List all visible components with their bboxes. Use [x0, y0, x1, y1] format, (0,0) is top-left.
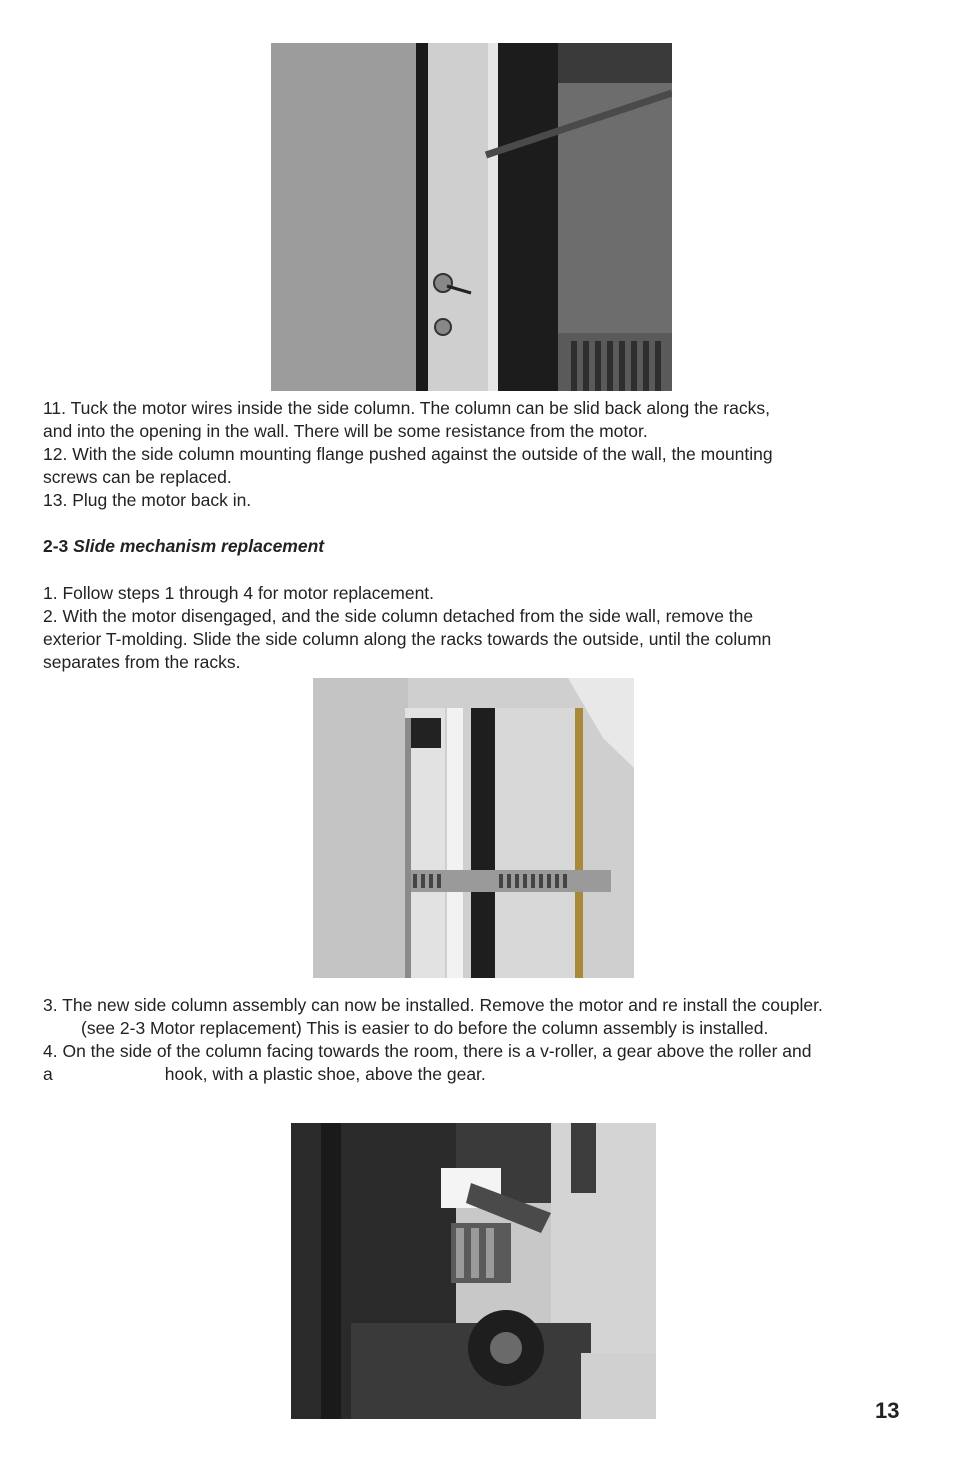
step-line: (see 2-3 Motor replacement) This is easier to do before the column assembly is installed.: [81, 1018, 769, 1038]
step-line: [43, 1063, 923, 1086]
photo-side-column-screws: [271, 43, 672, 391]
step-4-lead: a: [43, 1064, 53, 1084]
photo-column-racks: [313, 678, 634, 978]
steps-3-4: [43, 994, 923, 1086]
step-line: exterior T-molding. Slide the side column along the racks towards the outside, until the column: [43, 629, 772, 649]
step-line: 1. Follow steps 1 through 4 for motor replacement.: [43, 583, 435, 603]
step-line: 12. With the side column mounting flange pushed against the outside of the wall, the mounting: [43, 444, 773, 464]
steps-11-13: [43, 397, 923, 512]
section-heading: [43, 536, 324, 557]
step-line: separates from the racks.: [43, 652, 241, 672]
step-4-rest: hook, with a plastic shoe, above the gear.: [164, 1064, 486, 1084]
page-number: 13: [875, 1398, 900, 1423]
step-line: 4. On the side of the column facing towards the room, there is a v-roller, a gear above the roller and: [43, 1041, 812, 1061]
step-line: and into the opening in the wall. There will be some resistance from the motor.: [43, 421, 648, 441]
step-line: 2. With the motor disengaged, and the side column detached from the side wall, remove the: [43, 606, 754, 626]
section-title: Slide mechanism replacement: [73, 536, 325, 556]
photo-roller-gear-hook: [291, 1123, 656, 1419]
steps-1-2: [43, 582, 923, 674]
step-line: 13. Plug the motor back in.: [43, 490, 252, 510]
section-number: 2-3: [43, 536, 69, 556]
step-line: 11. Tuck the motor wires inside the side column. The column can be slid back along the racks,: [43, 398, 770, 418]
step-line: screws can be replaced.: [43, 467, 232, 487]
step-line: 3. The new side column assembly can now be installed. Remove the motor and re install the coupler.: [43, 995, 823, 1015]
